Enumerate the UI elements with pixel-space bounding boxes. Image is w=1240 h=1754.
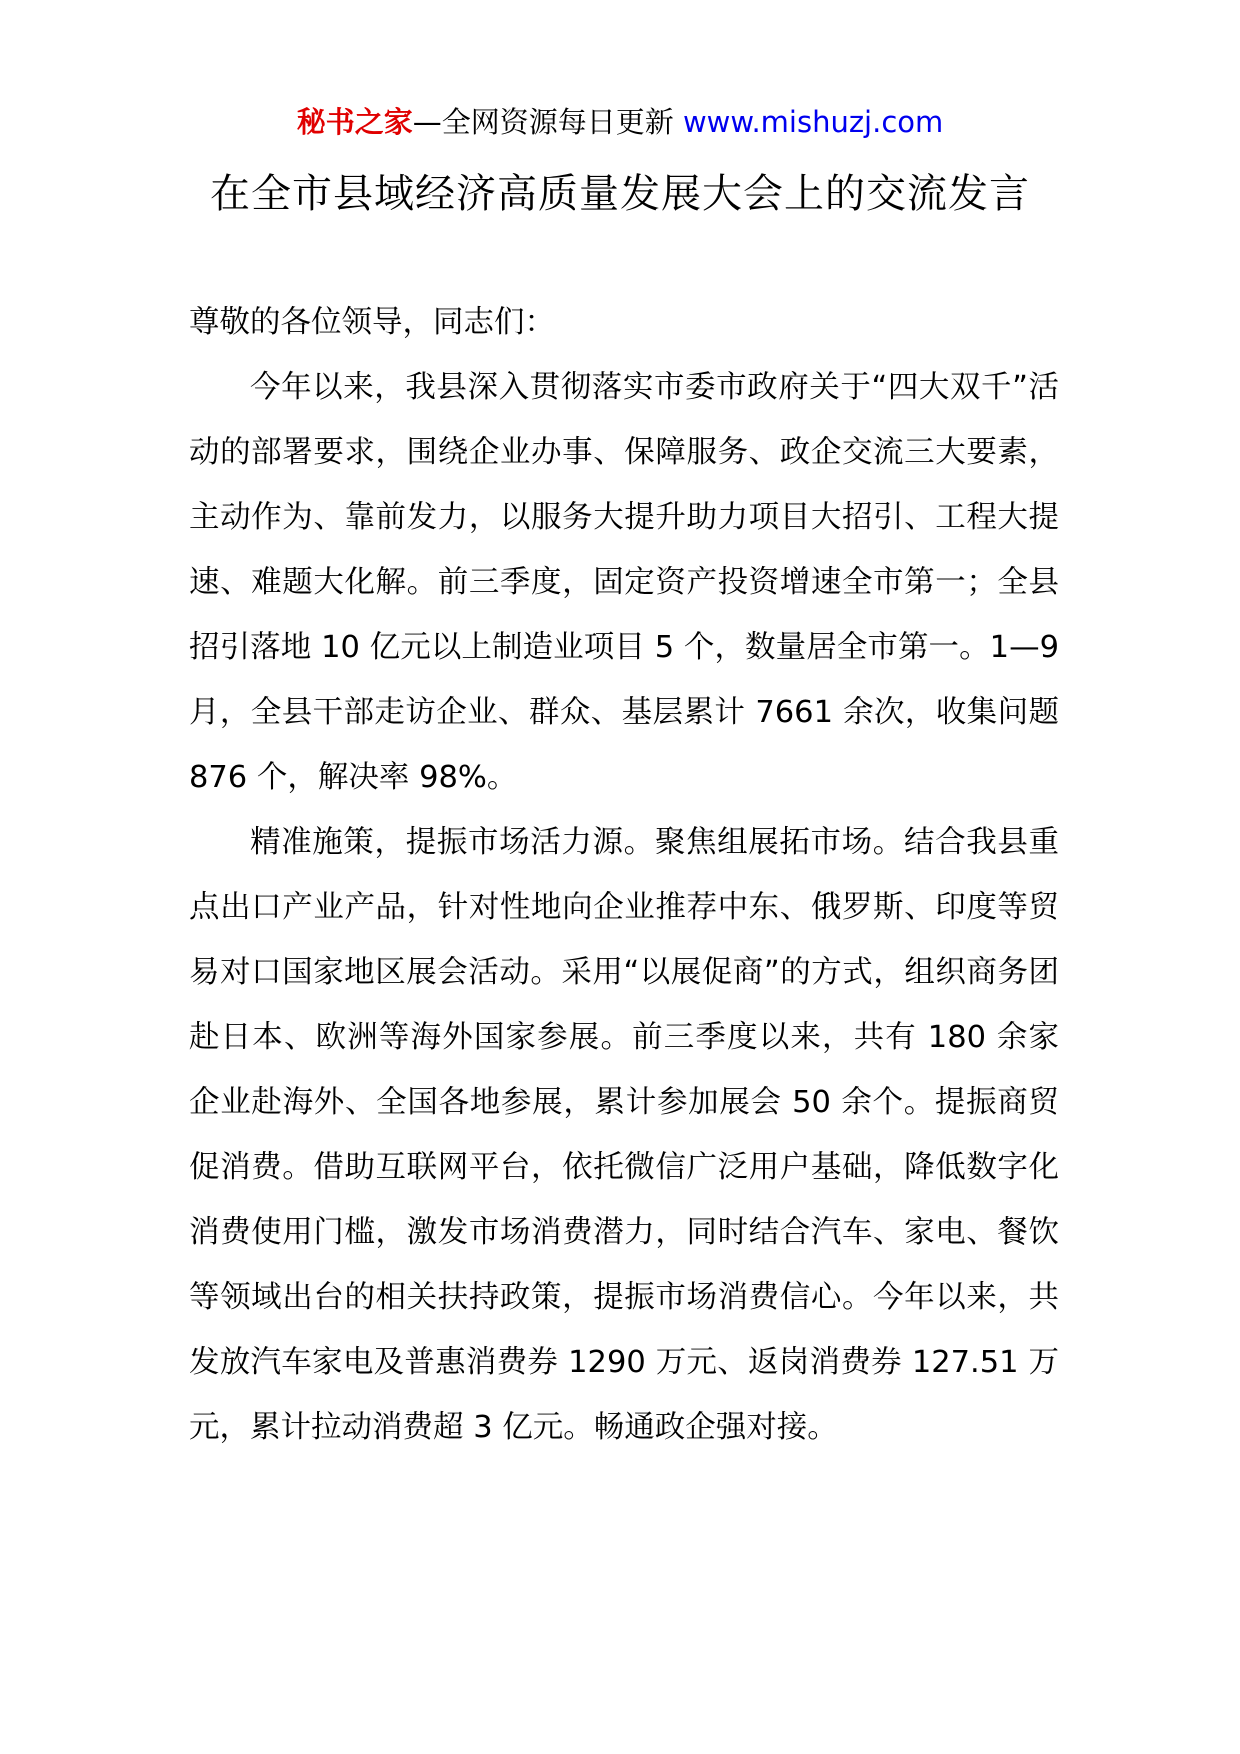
paragraph-1: 今年以来，我县深入贯彻落实市委市政府关于“四大双千”活动的部署要求，围绕企业办事、保障服务、政企交流三大要素，主动作为、靠前发力，以服务大提升助力项目大招引、工程大提速、难题大化解。前三季度，固定资产投资增速全市第一；全县招引落地 10 亿元以上制造业项目 5 个，数量居全市第一。1—9 月，全县干部走访企业、群众、基层累计 7661 余次，收集问题 876 个，解决率 98%。 [189,370,1059,795]
document-body [189,290,1059,1460]
document-title: 在全市县域经济高质量发展大会上的交流发言 [210,171,1030,217]
site-tagline: —全网资源每日更新 [412,105,674,139]
site-header [0,102,1240,142]
paragraph-2: 精准施策，提振市场活力源。聚焦组展拓市场。结合我县重点出口产业产品，针对性地向企业推荐中东、俄罗斯、印度等贸易对口国家地区展会活动。采用“以展促商”的方式，组织商务团赴日本、欧洲等海外国家参展。前三季度以来，共有 180 余家企业赴海外、全国各地参展，累计参加展会 50 余个。提振商贸促消费。借助互联网平台，依托微信广泛用户基础，降低数字化消费使用门槛，激发市场消费潜力，同时结合汽车、家电、餐饮等领域出台的相关扶持政策，提振市场消费信心。今年以来，共发放汽车家电及普惠消费券 1290 万元、返岗消费券 127.51 万元，累计拉动消费超 3 亿元。畅通政企强对接。 [189,825,1059,1445]
site-brand: 秘书之家 [296,105,413,139]
site-url-link[interactable]: www.mishuzj.com [682,105,944,139]
salutation: 尊敬的各位领导，同志们： [189,305,555,340]
